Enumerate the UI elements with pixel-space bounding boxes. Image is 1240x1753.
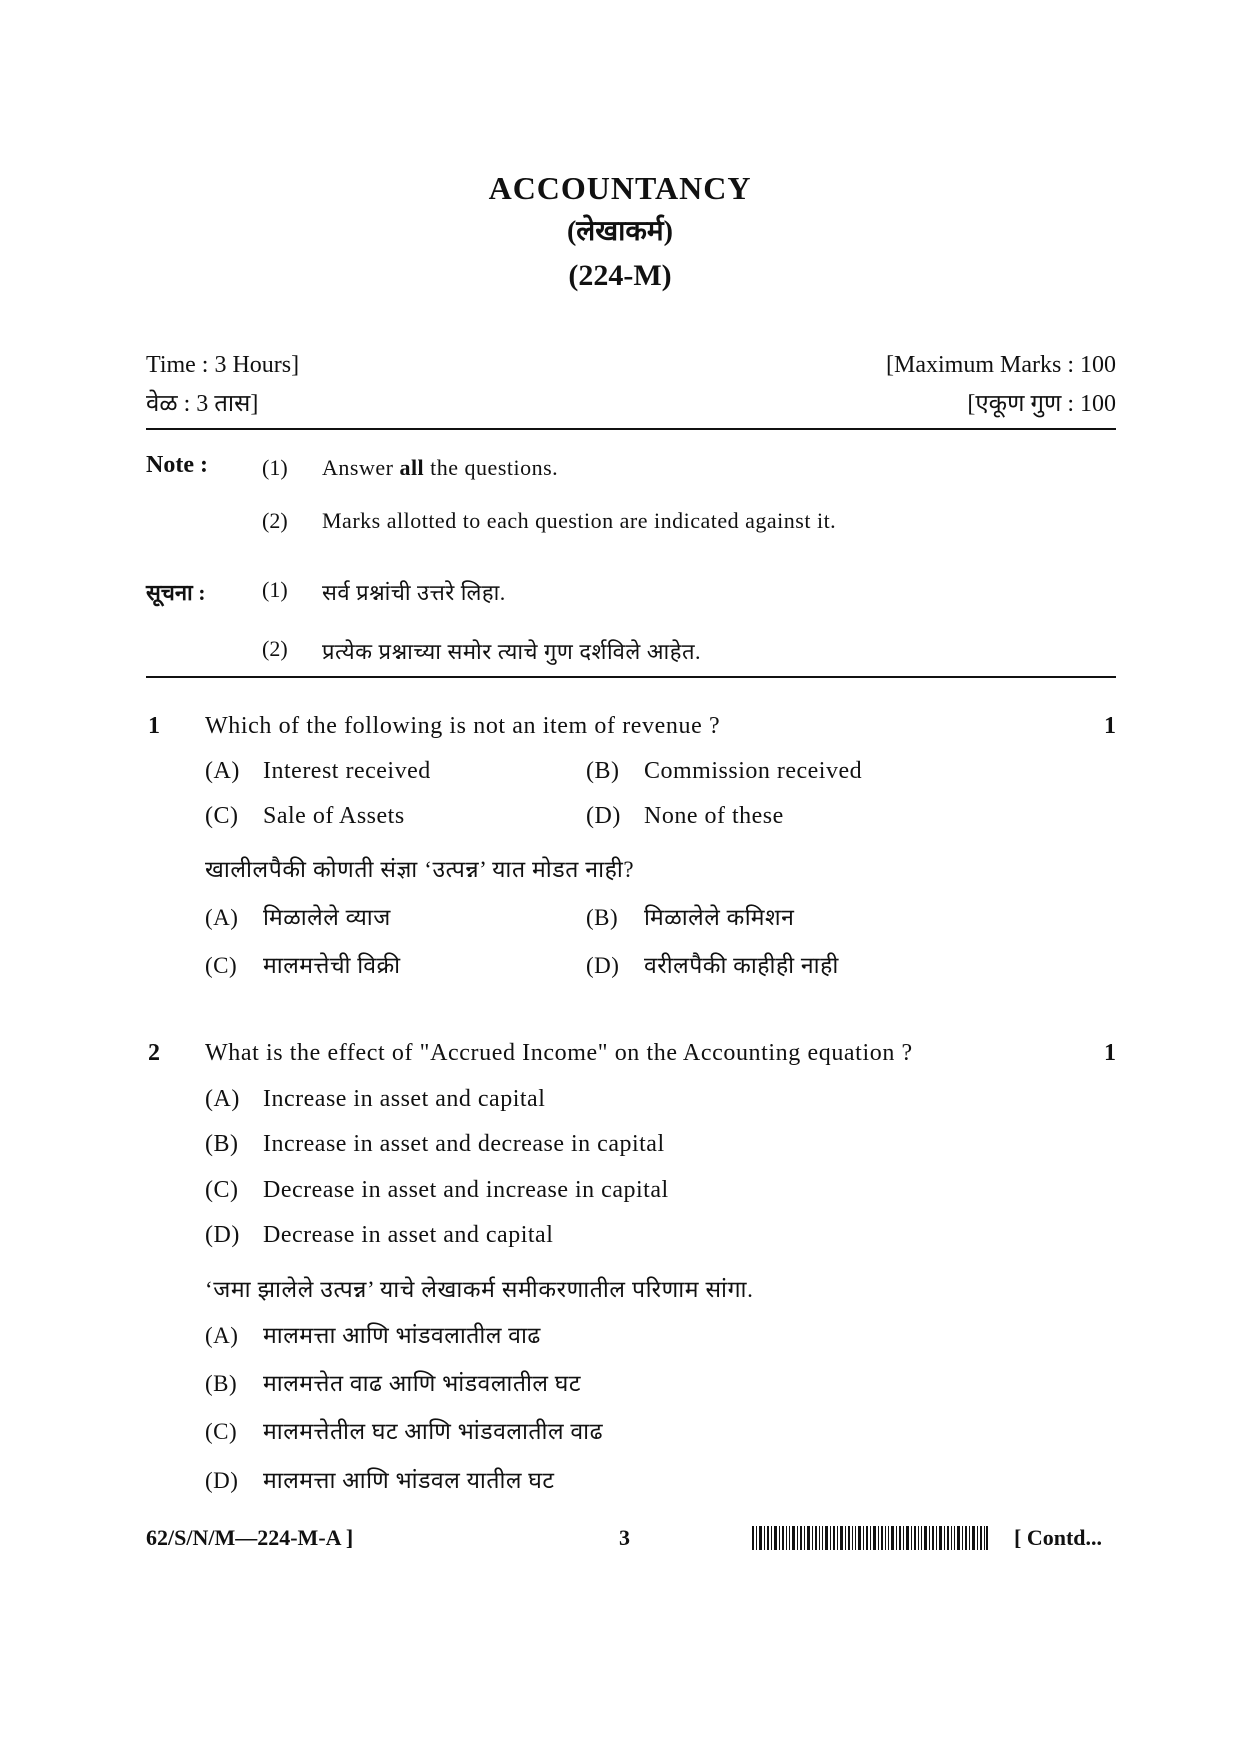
question-marks: 1: [1104, 1040, 1116, 1066]
question-text-mr: खालीलपैकी कोणती संज्ञा ‘उत्पन्न’ यात मोडत नाही?: [205, 857, 635, 882]
option-c-en: [205, 1177, 669, 1204]
note-num: (1): [262, 577, 288, 602]
note-text: Marks allotted to each question are indicated against it.: [322, 508, 837, 533]
question-text-mr: ‘जमा झालेले उत्पन्न’ याचे लेखाकर्म समीकरणातील परिणाम सांगा.: [205, 1277, 754, 1302]
option-label: (A): [205, 1323, 239, 1348]
barcode-image: [752, 1526, 988, 1550]
option-text: None of these: [644, 803, 784, 829]
note-num: (2): [262, 636, 288, 661]
title-block: [0, 168, 1240, 296]
note-label-en: Note :: [146, 452, 208, 478]
option-b-en: [205, 1131, 665, 1158]
paper-subtitle: (लेखाकर्म): [566, 216, 674, 247]
note-label-mr: सूचना :: [146, 580, 206, 605]
question-text-en: Which of the following is not an item of revenue ?: [205, 713, 721, 739]
paper-code: (224-M): [568, 259, 672, 292]
time-en: Time : 3 Hours]: [146, 352, 300, 378]
option-a-en: [205, 1086, 545, 1113]
option-text: Increase in asset and decrease in capital: [263, 1131, 665, 1157]
page-number: 3: [619, 1525, 630, 1550]
option-a-en: [205, 758, 431, 785]
option-a-mr: [205, 900, 391, 932]
option-label: (D): [205, 1468, 239, 1493]
option-label: (A): [205, 758, 240, 784]
option-c-en: [205, 803, 405, 830]
option-c-mr: [205, 948, 401, 980]
option-d-en: [205, 1222, 553, 1249]
option-text: मालमत्तेतील घट आणि भांडवलातील वाढ: [263, 1419, 604, 1444]
option-text: मालमत्तेची विक्री: [263, 953, 401, 978]
note-text: सर्व प्रश्नांची उत्तरे लिहा.: [322, 580, 506, 605]
option-text: Commission received: [644, 758, 863, 784]
option-text: मालमत्तेत वाढ आणि भांडवलातील घट: [263, 1371, 581, 1396]
option-text: Decrease in asset and increase in capital: [263, 1177, 669, 1203]
note-text: प्रत्येक प्रश्नाच्या समोर त्याचे गुण दर्शविले आहेत.: [322, 639, 702, 664]
option-text: मालमत्ता आणि भांडवलातील वाढ: [263, 1323, 541, 1348]
marks-mr: [एकूण गुण : 100: [967, 391, 1116, 417]
option-label: (A): [205, 905, 239, 930]
question-number: 1: [148, 713, 160, 739]
option-label: (B): [586, 905, 619, 930]
divider-bottom: [146, 676, 1116, 678]
time-mr: वेळ : 3 तास]: [146, 391, 259, 417]
option-b-mr: [586, 900, 794, 932]
option-text: मिळालेले व्याज: [263, 905, 391, 930]
option-text: Interest received: [263, 758, 431, 784]
option-text: Increase in asset and capital: [263, 1086, 546, 1112]
divider-top: [146, 428, 1116, 430]
option-b-en: [586, 758, 862, 785]
contd-label: [ Contd...: [1014, 1525, 1103, 1550]
option-text: मिळालेले कमिशन: [644, 905, 795, 930]
option-d-en: [586, 803, 784, 830]
option-label: (C): [205, 803, 239, 829]
option-label: (C): [205, 1177, 239, 1203]
option-a-mr: [205, 1318, 541, 1350]
option-label: (B): [586, 758, 620, 784]
option-d-mr: [205, 1463, 554, 1495]
option-label: (B): [205, 1371, 238, 1396]
question-marks: 1: [1104, 713, 1116, 739]
option-label: (C): [205, 1419, 238, 1444]
option-label: (C): [205, 953, 238, 978]
note-num: (1): [262, 455, 288, 480]
note-text: Answer all the questions.: [322, 455, 559, 480]
option-c-mr: [205, 1414, 603, 1446]
option-text: Sale of Assets: [263, 803, 405, 829]
marks-en: [Maximum Marks : 100: [886, 352, 1116, 378]
question-number: 2: [148, 1040, 160, 1066]
option-label: (D): [586, 953, 620, 978]
option-label: (A): [205, 1086, 240, 1112]
option-text: मालमत्ता आणि भांडवल यातील घट: [263, 1468, 555, 1493]
note-num: (2): [262, 508, 288, 533]
option-label: (D): [205, 1222, 240, 1248]
footer-paper-code: 62/S/N/M—224-M-A ]: [146, 1525, 354, 1550]
question-text-en: What is the effect of "Accrued Income" on the Accounting equation ?: [205, 1040, 913, 1066]
option-label: (D): [586, 803, 621, 829]
paper-title: ACCOUNTANCY: [488, 170, 752, 206]
option-d-mr: [586, 948, 839, 980]
option-text: Decrease in asset and capital: [263, 1222, 554, 1248]
option-text: वरीलपैकी काहीही नाही: [644, 953, 839, 978]
option-b-mr: [205, 1366, 581, 1398]
option-label: (B): [205, 1131, 239, 1157]
